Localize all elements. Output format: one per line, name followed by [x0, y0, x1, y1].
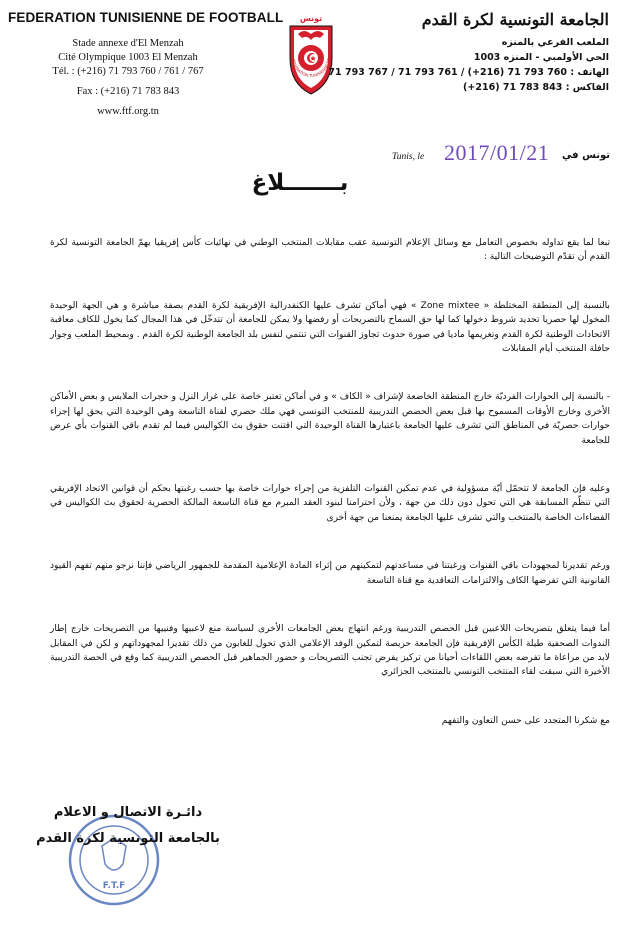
date-label-fr: Tunis, le [392, 152, 425, 162]
crest-ring-text: FEDERATION TUNISIENNE DE [291, 57, 332, 79]
telephone-ar: الهاتف : 760 793 71 (216+) / 761 793 71 / 767 793 71 [328, 67, 609, 78]
date-label-ar: تونس في [561, 150, 610, 161]
header-right [328, 10, 609, 95]
page-title: بـــــــلاغ [251, 170, 349, 196]
stamp-text: F.T.F [102, 881, 126, 891]
date-value: 2017/01/21 [444, 140, 550, 165]
signature-line-1: دائـرة الاتصال و الاعلام [53, 805, 203, 820]
telephone-fr: Tél. : (+216) 71 793 760 / 761 / 767 [52, 66, 204, 77]
paragraph-intro: تبعا لما يقع تداوله بخصوص التعامل مع وسائل الإعلام التونسية عقب مقابلات المنتخب الوطني في نهائيات كأس إفريقيا يهمّ الجامعة التونسية لكرة القدم أن تقدّم التوضيحات التالية : [50, 238, 610, 263]
header-left [8, 10, 284, 119]
address-line-ar-2: الحي الأولمبي - المنزه 1003 [473, 52, 609, 63]
date-row [388, 140, 610, 170]
fax-ar: الفاكس : 843 783 71 (216+) [463, 82, 609, 93]
website: www.ftf.org.tn [97, 106, 159, 117]
signature-block [28, 800, 228, 852]
address-line-1: Stade annexe d'El Menzah [72, 38, 184, 49]
paragraph-responsibility: وعليه فإن الجامعة لا تتحمّل أيّة مسؤولية في عدم تمكين القنوات التلفزية من إجراء حوارات خاصة بها حسب رغبتها بحكم أن قوانين الاتحاد الإفريقي التي تنظّم المسابقة هي التي تحول دون ذلك من جهة ، ولأن احترامنا لبنود العقد المبرم مع قناة التاسعة المالكة الحصرية لحقوق بث الكواليس في الفضاءات الخاصة بالمنتخب والتي تشرف عليها الجامعة يمنعنا من جهة أخرى [50, 484, 610, 523]
signature-line-2: بالجامعة التونسية لكرة القدم [36, 831, 220, 846]
address-line-2: Cité Olympique 1003 El Menzah [58, 52, 198, 63]
address-line-ar-1: الملعب الفرعي بالمنزه [501, 37, 609, 48]
paragraph-player-statements: أما فيما يتعلق بتصريحات اللاعبين قبل الحصص التدريبية ورغم انتهاج بعض الجامعات الأخرى لسياسة منع لاعبيها وفنييها من التصريحات خارج إطار الندوات الصحفية طيلة الكأس الإفريقية فإن الجامعة حريصة لتمكين الوفد الإعلامي الذي تحول للغابون من ذلك تقديرا لمجهوداتهم و لكن في المقابل لابد من مراعاة ما تفرضه بعض اللقاءات أحيانا من تركيز يفرض تجنب التصريحات و حضور الجماهير قبل الحصص التدريبية كما وقع في الحصة التدريبية الأخيرة التي سبقت لقاء المنتخب التونسي بالمنتخب الجزائري [50, 624, 610, 678]
crest-top-text: تونس [299, 14, 323, 23]
ftf-crest-logo [284, 12, 338, 96]
org-name-fr: FEDERATION TUNISIENNE DE FOOTBALL [8, 10, 284, 25]
paragraph-individual-interviews: - بالنسبة إلى الحوارات الفرديّة خارج المنطقة الخاضعة لإشراف « الكاف » و في أماكن تعتبر خاصة على غرار النزل و حجرات الملابس و بعض الأماكن الأخرى وخارج الأوقات المسموح بها قبل بعض الحصص التدريبية للمنتخب التونسي فهي ملك حصري لقناة التاسعة وهي الوحيدة التي يحق لها إجراء حوارات حصريّة في المناطق التي تشرف عليها الجامعة باعتبارها القناة الوحيدة التي اقتنت حقوق بث الكواليس فيما لم تقدم باقي القنوات بأي عرض للجامعة [50, 392, 610, 446]
paragraph-closing: مع شكرنا المتجدد على حسن التعاون والتفهم [441, 715, 610, 726]
fax-fr: Fax : (+216) 71 783 843 [76, 86, 180, 97]
paragraph-appreciation: ورغم تقديرنا لمجهودات باقي القنوات ورغبتنا في مساعدتهم لتمكينهم من إثراء المادة الإعلامية المقدمة للجمهور الرياضي فإننا نرجو منهم تفهم القيود القانونية التي تفرضها الكاف والالتزامات التعاقدية مع قناة التاسعة [50, 561, 610, 586]
org-name-ar: الجامعة التونسية لكرة القدم [421, 10, 609, 29]
paragraph-mixed-zone: بالنسبة إلى المنطقة المختلطة « Zone mixtee » فهي أماكن تشرف عليها الكنفدرالية الإفريقية لكرة القدم بصفة مباشرة و هي الجهة الوحيدة المخول لها حصريا تحديد شروط دخولها كما لها حق السماح بالتصريحات أو رفضها ولا يمكن للجامعة أن تتدخّل في هذا المجال كما يخول للكاف معاقبة الاتحادات الوطنية لكرة القدم وتغريمها ماديا في صورة حدوث تجاوز القنوات التي تنتمي لنفس بلد الجامعة الوطنية لكرة القدم . وبمحيط الملعب وجوار حافلة المنتخب أيام المقابلات [50, 300, 610, 355]
announcement-body [50, 236, 610, 728]
